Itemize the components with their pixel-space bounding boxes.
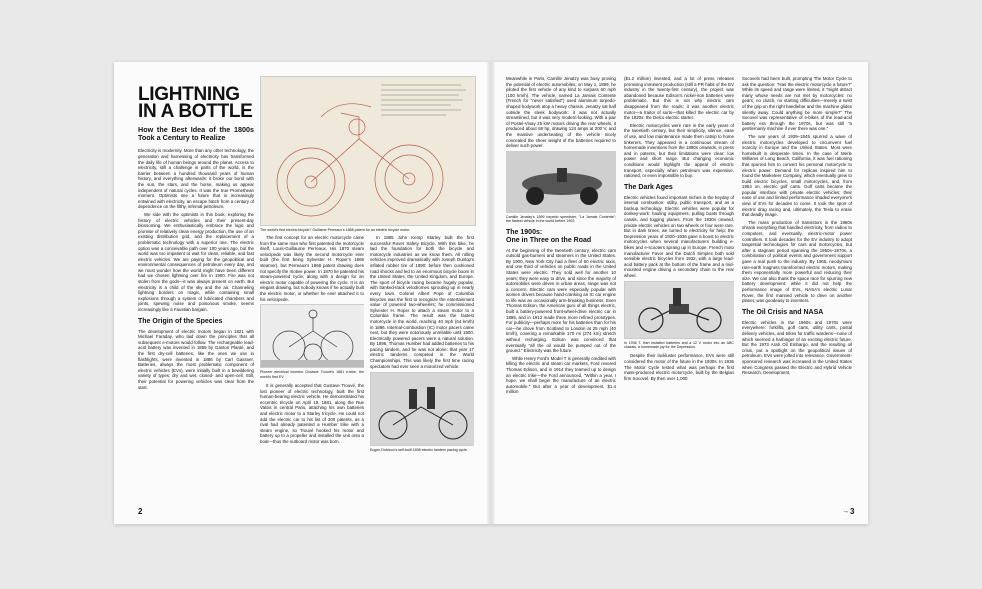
figure-caption: Eugen Dutrieux's self-built 1898 electric tandem pacing cycle. [370, 448, 468, 453]
body-paragraph: Meanwhile in Paris, Camille Jenatzy was busy proving the potential of electric automobiles; on May 1, 1899, he piloted the first vehicle of any kind to surpass 60 mph (100 km/h). The vehicle, named La Jamais Contente (French for "never satisfied") used aluminum torpedo-shaped bodywork atop a heavy chassis. Jenatzy sat half outside the sleek bodywork: it was not actually streamlined, but it was very modern-looking. With a pair of Postel-Vinay 25 kW motors driving the rear wheels, it produced about 68 hp, drawing 124 amps at 200 V, and the massive underseating of the vehicle nicely concealed the sheer weight of the batteries required to deliver such power. [506, 76, 616, 149]
right-column-1 [506, 76, 616, 516]
figure-caption: Pioneer electrical inventor Gustave Trouvé's 1881 e-trike, the world's first EV. [260, 370, 364, 379]
body-paragraph: Electric vehicles in the 1960s and 1970s were everywhere: forklifts, golf carts, utility carts, postal delivery vehicles, and trikes for traffic wardens—none of which seemed a harbinger of an exciting electric future. But the 1973 Arab Oil Embargo, and the resulting oil crisis, put a spotlight on the geopolitical issues of petroleum. EVs were jolted into relevance. Government-sponsored research was increased in the United States when Congress passed the Electric and Hybrid Vehicle Research, Development, [742, 319, 852, 376]
motorcycle-photo-figure [624, 281, 734, 339]
patent-drawing-figure [260, 76, 476, 226]
body-paragraph: The development of electric motors began in 1821 with Michael Faraday, who laid down the principles that all subsequent e-motors would follow. The rechargeable lead-acid battery was invented in 1859 by Gaston Planté, and the first dry-cell batteries, like the ones we use in flashlights, were invented in 1886 by Carl Gassner. Batteries, always the most problematic component of electric vehicles (EVs), were initially built in a bewildering variety of types: dry and wet, closed- and open-cell. Still, their potential for powering vehicles was clear from the start. [138, 328, 254, 390]
right-column-2 [624, 76, 734, 516]
page-number-left: 2 [138, 507, 143, 516]
intro-paragraph: We side with the optimists in this book, exploring the history of electric vehicles and their present-day blossoming. We enthusiastically embrace the logic and promise of relatively clean energy production, the use of an existing distribution grid, and the replacement of a problematic technology with a superior one. The electric option was a conceivable path over 100 years ago, but the world was too impatient to wait for clean, reliable, and fast electric vehicles. We are paying for the geopolitical and environmental consequences of petroleum every day, and we must wonder how the world might have been different had we chosen lightning over fire in 1900. Fire was not stolen from the gods—it was always present on earth. But electricity is a child of the sky and the air. Channeling lightning borders on magic, while containing small explosions through a system of lubricated chambers and joints, spewing noise and poisonous smoke, seems increasingly like a Faustian bargain. [138, 211, 254, 313]
continue-arrow-icon: → [842, 508, 849, 515]
intro-paragraph: Electricity is modernity. More than any other technology, the generation and harnessing of electricity has transformed the daily life of human beings around the planet. Access to electricity, still a challenge in parts of the world, is the barrier between a hundred thousand years of human history, and everything afterwards: it broke our bond with the sun, the stars, and the horse, making us appear independent of natural cycles. It was the true Promethean moment. Optimists see a future that is increasingly entwined with electricity, an escape hatch from a century of dependence on the filthy, infernal petroleum. [138, 148, 254, 210]
body-paragraph: At the beginning of the twentieth century, electric cars outsold gas-burners and steamers in the United States. By 1900, New York City had a fleet of 60 electric taxis, and one third of vehicles on public roads in the United States were electric. They sold well for another 10 years; they were easy to drive, and since the majority of automobiles were driven in urban areas, range was not a concern. Electric cars were especially popular with women drivers because hand-cranking an IC car engine to life was an occasionally arm-breaking business. Even Thomas Edison, the American guru of all things electric, built a battery-powered front-wheel-drive electric car in 1895, and in 1912 made three more refined prototypes. For publicity—perhaps more for his batteries than for his car—he drove from Scotland to London at 25 mph (40 km/h), covering a remarkable 170 mi (274 km) stretch without recharging. Edison was convinced that eventually "all the oil would be pumped out of the ground." Electricity was the future. [506, 247, 616, 354]
figure-caption: In 1936 T. Hart installed batteries and a 12 V motor into an ABC chassis, a homemade joy for the Depression. [624, 340, 734, 349]
body-paragraph: The first concept for an electric motorcycle came from the same man who first patented the motorcycle itself, Louis-Guillaume Perreaux. His 1870 steam velocipede was likely the second motorcycle ever built (the first being Sylvester H. Roper's 1869 steamer), but Perreaux's 1868 patent drawing does not specify the motive power. In 1870 he patented his steam-powered cycle, along with a design for an electric motor capable of powering the cycle. It is an elegant drawing, but nobody knows if he actually built the electric motor, or whether he ever attached it to his velocipede. [260, 235, 364, 302]
page-number-right: 3 [850, 507, 855, 516]
body-paragraph: Electric motorcycles were rare in the early years of the twentieth century, but their simplicity, silence, ease of use, and low maintenance made them catnip to home tinkerers. They appeared in a continuous stream of homemade inventions from the 1890s onwards, in press and in patents, but their limitations were clear: low power and short range. But changing economic conditions would highlight the appeal of electric transport, especially when petroleum was expensive, rationed, or even impossible to buy. [624, 122, 734, 179]
section-heading: The Dark Ages [624, 183, 673, 191]
body-paragraph: While Henry Ford's Model T is generally credited with killing the electric and steam car markets, Ford revered Thomas Edison, and in 1914 they teamed up to design an electric trike—the Ford announced, "Within a year, I hope, we shall begin the manufacture of an electric automobile." But after a year of development, $1.4 million [506, 355, 616, 395]
article-title [138, 86, 254, 120]
body-paragraph: Electric vehicles found important niches in the heyday of internal combustion: utility, public transport, and as a backup technology. Electric vehicles were popular for donkey-work: hauling equipment, pulling boats through canals, and tugging planes. From the 1930s onward, private electric vehicles on two wheels or four were rare. But in dark times, we turned to electricity for help; the Depression years of 1930–1936 gave a boost to electric motorcycles when several manufacturers building e-bikes and e-scooters sprang up in Europe. French moto manufacturer Favor and the Dutch Simplex both sold sensible electric bicycles from 1932, with a large lead-acid battery pack at the bottom of the frame and a mid-mounted engine driving a secondary chain to the rear wheel. [624, 194, 734, 278]
figure-caption: The world's first electric bicycle? Guillame Perreaux's 1868 patent for an electric bicycle motor. [260, 228, 411, 232]
figure-caption: Camille Jenatzy's 1899 torpedo speedster, "La Jamais Contente"; the fastest vehicle in the world before 1902. [506, 214, 616, 224]
tandem-photo-figure [370, 372, 474, 446]
tricycle-engraving-illustration [261, 305, 364, 367]
motorcycle-photo-illustration [625, 282, 734, 338]
body-paragraph: In 1885 John Kemp Starley built the first successful Rover Safety Bicycle. With this bike, he laid the foundation for both the bicycle and motorcycle industries as we know them. All rolling vehicles improved dramatically with Joseph Dunlop's inflated rubber tire of 1890: before then cushioned road shocks and led to an enormous bicycle boom in the United States, the United Kingdom, and Europe. The sport of bicycle racing became hugely popular, with banked-track velodromes sprouting up in nearly every town. Colonel Albert Pope of Columbia Bicycles was the first to recognize the entertainment value of powered two-wheelers; he commissioned Sylvester H. Roper to attach a steam motor to a Columbia frame. The result was the fastest motorcycle in the world, reaching 40 mph (64 km/h) in 1896. Internal-combustion (IC) motor pacers came next, but they were notoriously unreliable until 1900. Electrically powered pacers were a natural solution. By 1896, Thomas Humber had added batteries to his pacing tandem, and he was not alone: that year 17 electric tandems competed in the World Championships. This was likely the first time racing spectators had ever seen a motorized vehicle. [370, 235, 474, 369]
left-column-2 [260, 235, 364, 517]
section-heading: The Origin of the Species [138, 317, 223, 325]
body-paragraph: ($1.2 million) invested, and a lot of press releases promising imminent production (still a PR habit of the EV industry in the twenty-first century), the project was abandoned because Edison's nickel-iron batteries were problematic. But this is not why electric cars disappeared from the roads; it was another electric motor—a traitor of sorts—that killed the electric car by the 1920s: the Delco electric starter. [624, 76, 734, 121]
body-paragraph: The war years of 1939–1945 spurred a wave of electric motorcycles developed to circumvent fuel scarcity in Europe and the United States. Most were homebuilt in desperate times. In the case of Merle Williams of Long Beach, California, it was fuel rationing that spurred him to convert his personal motorcycle to electric power. Demand for replicas inspired him to found the Marketeer Company, which eventually grew to build electric bicycles, small motorcycles, and, from 1954 on, electric golf carts. Golf carts became the popular interface with private electric vehicles; their ease of use and limited performance shaded everyone's view of EVs for decades to come. It took the sport of electric drag racing and, ultimately, the Tesla to erase that deadly image. [742, 133, 852, 218]
speedster-photo-illustration [507, 152, 616, 212]
patent-drawing-illustration [261, 77, 475, 225]
book-spread [114, 62, 868, 524]
tandem-photo-illustration [371, 373, 474, 445]
body-paragraph: Socovels had been built, prompting The Motor Cycle to ask the question: "Has the electric motorcycle a future?" While its speed and range were limited, it "might attract many whose needs are not met by motorcycles: no gears, no clutch, no starting difficulties—merely a twist of the grip on the right handlebar and the machine glides silently away. Could anything be more simple?" The Socovel was representative of e-bikes of the lead-acid battery era through the 1970s, but was still "a gentlemanly machine if ever there was one." [742, 76, 852, 132]
left-column-1 [138, 76, 254, 506]
section-heading-line-1: The 1900s: [506, 228, 543, 236]
section-heading-line-2: One in Three on the Road [506, 236, 592, 244]
title-line-2: IN A BOTTLE [138, 101, 253, 122]
right-column-3 [742, 76, 855, 516]
article-subtitle: How the Best Idea of the 1800s Took a Century to Realize [138, 125, 254, 143]
section-heading [506, 229, 616, 245]
body-paragraph: The mass production of transistors in the 1960s shrank everything that handled electricity, from radios to computers, and eventually, electric-motor power controllers. It took decades for the EV industry to adopt tangential technologies for cars and motorcycles, but after a stagnant period spanning the 1950s–1970s, a combination of political events and government support gave a real push to the industry. By 1965, neodymium rare-earth magnets transformed electric motors, making them exponentially more powerful and reducing their size. We can also thank the space race for spurring new battery development: while it did not help the performance image of EVs, NASA's electric Lunar Rover, the first manned vehicle to drive on another planet, was goodeasy to inventers. [742, 219, 852, 304]
book-gutter [487, 62, 495, 524]
title-line-1: LIGHTNING [138, 84, 240, 105]
speedster-photo-figure [506, 151, 616, 213]
body-paragraph: It is generally accepted that Gustave Trouvé, the lost pioneer of electric technology, built the first human-bearing electric vehicle. He demonstrated his eccentric tricycle on April 19, 1881, along the Rue Valois in central Paris, attaching his own batteries and electric motor to a Starley tricycle. He could not add the electric car to his list of 300 patents, as a rival had already patented a Humber trike with a steam engine, so Trouvé hooked his motor and battery up to a propeller and installed the unit onto a boat—thus the outboard motor was born. [260, 382, 364, 444]
left-column-3 [370, 235, 474, 517]
tricycle-engraving-figure [260, 304, 364, 368]
section-heading: The Oil Crisis and NASA [742, 308, 824, 316]
body-paragraph: Despite their lackluster performance, EVs were still considered the motor of the future in the 1930s. In 1936 The Motor Cycle tested what was perhaps the first mass-produced electric motorcycle, built by the Belgian firm Socovel. By then over 1,000 [624, 353, 734, 381]
